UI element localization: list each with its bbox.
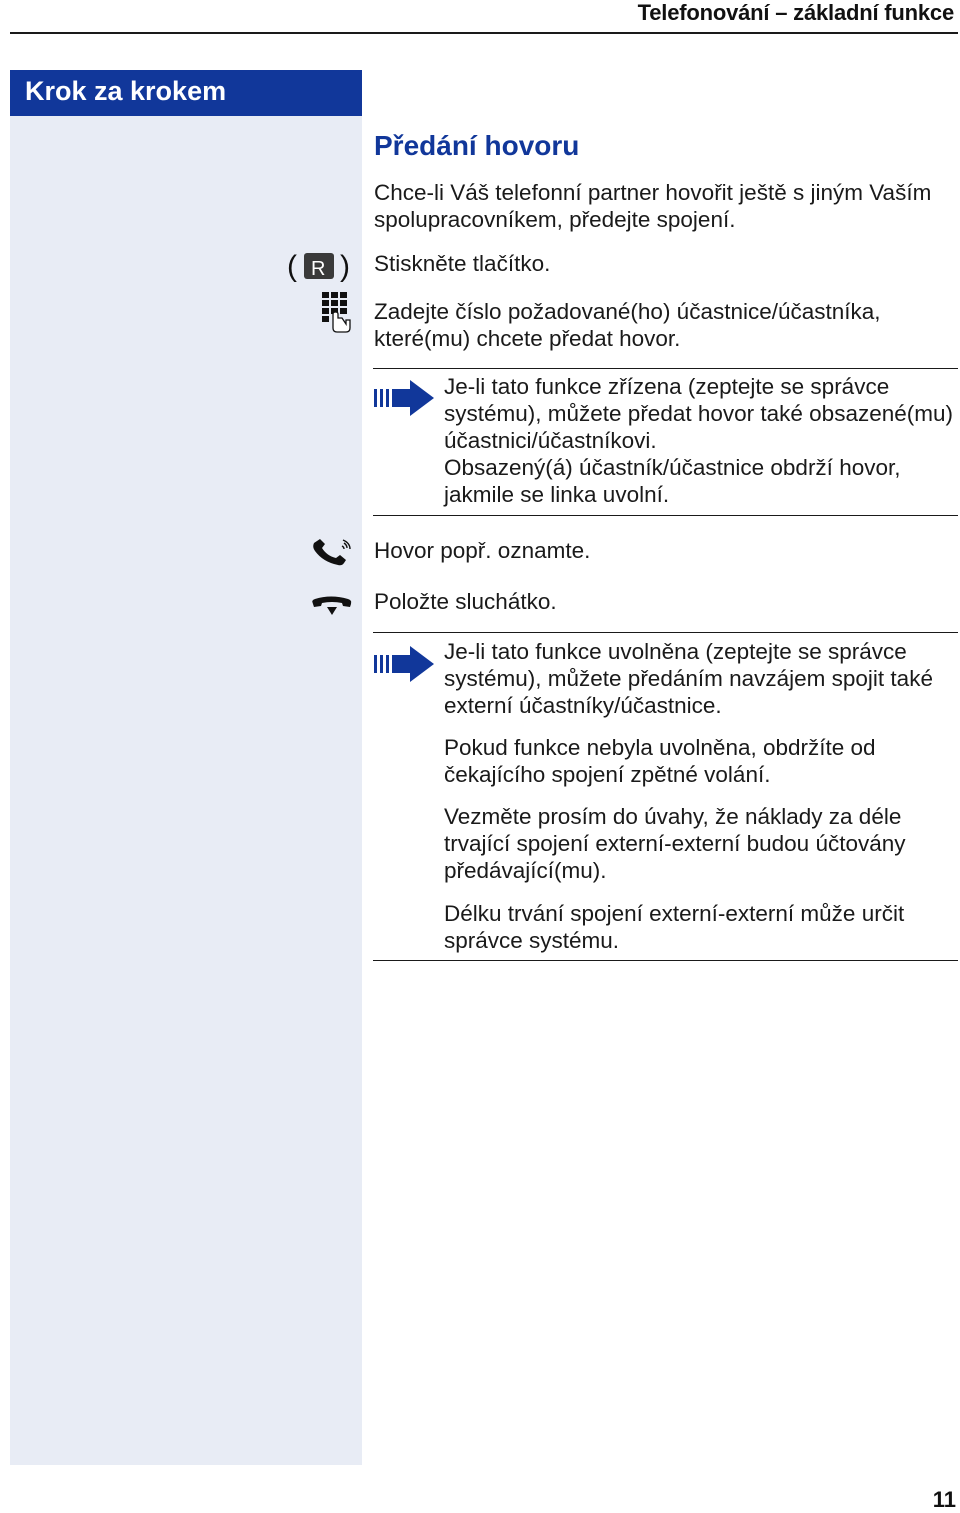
- note-paragraph: Délku trvání spojení externí-externí může určit správce systému.: [444, 901, 905, 953]
- running-header: Telefonování – základní funkce: [637, 0, 954, 25]
- handset-talking-icon: [311, 537, 353, 574]
- note-rule: [373, 632, 958, 633]
- note-arrow-icon: [374, 644, 436, 689]
- note-paragraph: Obsazený(á) účastník/účastnice obdrží hovor, jakmile se linka uvolní.: [444, 455, 901, 507]
- note-rule: [373, 368, 958, 369]
- step-text: Položte sluchátko.: [374, 589, 557, 614]
- page-number: 11: [932, 1487, 956, 1512]
- section-title: Předání hovoru: [374, 130, 580, 161]
- step-text: Stiskněte tlačítko.: [374, 251, 551, 276]
- svg-text:(: (: [287, 250, 297, 283]
- note-paragraph: Je-li tato funkce uvolněna (zeptejte se správce systému), můžete předáním navzájem spojit také externí účastníky/účastnice.: [444, 639, 933, 718]
- step-banner: [10, 70, 362, 116]
- note-paragraph: Je-li tato funkce zřízena (zeptejte se správce systému), můžete předat hovor také obsazené(mu) účastnici/účastníkovi.: [444, 374, 953, 453]
- step-text: Zadejte číslo požadované(ho) účastnice/účastníka, které(mu) chcete předat hovor.: [374, 299, 881, 351]
- note-paragraph: Pokud funkce nebyla uvolněna, obdržíte od čekajícího spojení zpětné volání.: [444, 735, 876, 787]
- step-text: Hovor popř. oznamte.: [374, 538, 591, 563]
- note-rule: [373, 515, 958, 516]
- svg-text:R: R: [311, 258, 326, 280]
- handset-down-icon: [311, 594, 353, 623]
- step-banner-title: Krok za krokem: [25, 76, 227, 106]
- keypad-icon: [320, 292, 352, 339]
- note-rule: [373, 960, 958, 961]
- note-paragraph: Vezměte prosím do úvahy, že náklady za déle trvající spojení externí-externí budou účtovány předávající(mu).: [444, 804, 906, 883]
- header-rule: [10, 32, 958, 34]
- intro-text: Chce-li Váš telefonní partner hovořit ještě s jiným Vaším spolupracovníkem, předejte spojení.: [374, 180, 932, 232]
- svg-text:): ): [340, 250, 350, 283]
- note-arrow-icon: [374, 378, 436, 423]
- r-key-icon: [287, 249, 353, 288]
